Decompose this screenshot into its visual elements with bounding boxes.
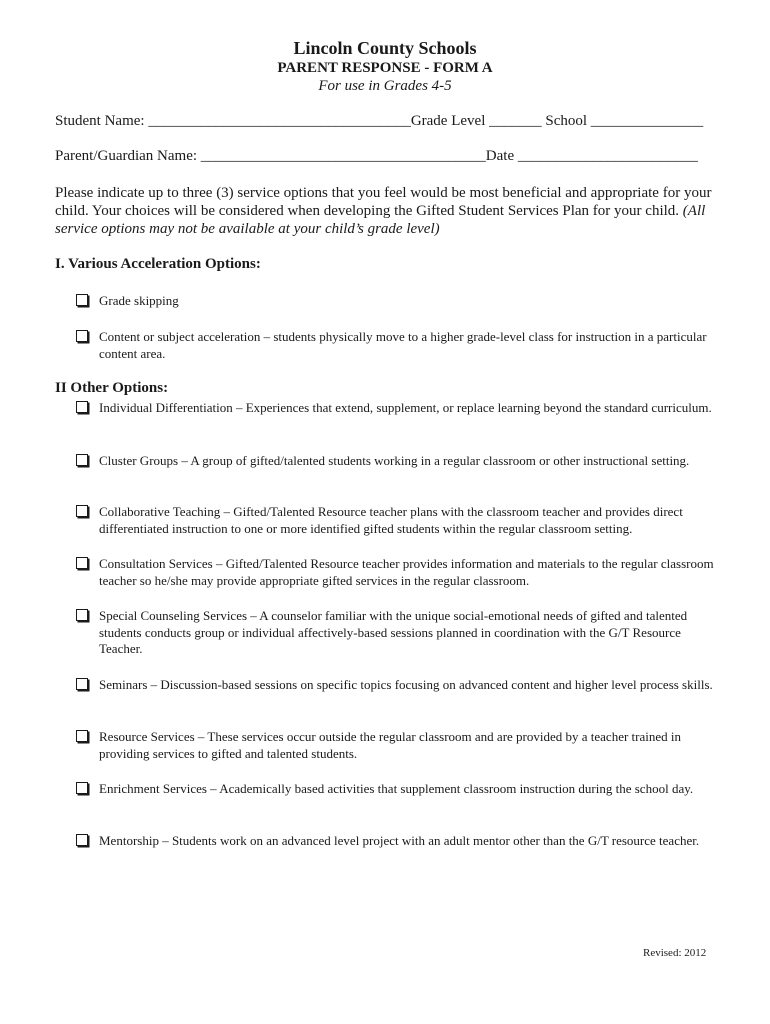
option-resource-services[interactable] (76, 729, 716, 762)
option-label: Enrichment Services – Academically based activities that supplement classroom instruction during the school day. (99, 781, 694, 796)
option-mentorship[interactable] (76, 833, 716, 850)
checkbox[interactable] (76, 401, 88, 413)
checkbox[interactable] (76, 454, 88, 466)
instructions-text: Please indicate up to three (3) service options that you feel would be most beneficial and appropriate for your child. Your choices will be considered when developing the Gifted Student Services Plan for your child. (55, 185, 712, 219)
option-label: Special Counseling Services – A counselor familiar with the unique social-emotional needs of gifted and talented students conducts group or individual affectively-based sessions planned in coordination with the G/T Resource Teacher. (99, 608, 688, 656)
option-label: Individual Differentiation – Experiences that extend, supplement, or replace learning beyond the standard curriculum. (99, 400, 712, 415)
revision-date: Revised: 2012 (643, 947, 707, 959)
checkbox[interactable] (76, 834, 88, 846)
checkbox[interactable] (76, 609, 88, 621)
option-label: Grade skipping (99, 293, 179, 308)
option-grade-skipping[interactable] (76, 293, 716, 310)
student-info-line[interactable]: Student Name: ___________________________________Grade Level _______ School _______________ (55, 113, 704, 129)
checkbox[interactable] (76, 505, 88, 517)
parent-info-line[interactable]: Parent/Guardian Name: ______________________________________Date ________________________ (55, 148, 698, 164)
checkbox[interactable] (76, 294, 88, 306)
option-individual-differentiation[interactable] (76, 400, 716, 417)
option-seminars[interactable] (76, 677, 716, 694)
grade-range-note: For use in Grades 4-5 (318, 78, 452, 94)
checkbox[interactable] (76, 557, 88, 569)
option-consultation-services[interactable] (76, 556, 716, 589)
option-special-counseling[interactable] (76, 608, 716, 658)
option-label: Resource Services – These services occur outside the regular classroom and are provided by a teacher trained in providing services to gifted and talented students. (99, 729, 682, 761)
checkbox[interactable] (76, 678, 88, 690)
option-label: Cluster Groups – A group of gifted/talented students working in a regular classroom or other instructional setting. (99, 453, 690, 468)
option-label: Seminars – Discussion-based sessions on specific topics focusing on advanced content and higher level process skills. (99, 677, 713, 692)
availability-note: (All service options may not be available at your child’s grade level) (55, 203, 706, 237)
form-subtitle: PARENT RESPONSE - FORM A (277, 60, 493, 76)
option-label: Consultation Services – Gifted/Talented Resource teacher provides information and materials to the regular classroom teacher so he/she may provide appropriate gifted services in the regular classroom. (99, 556, 714, 588)
option-content-acceleration[interactable] (76, 329, 716, 362)
option-label: Content or subject acceleration – students physically move to a higher grade-level class for instruction in a particular content area. (99, 329, 707, 361)
option-label: Mentorship – Students work on an advanced level project with an adult mentor other than the G/T resource teacher. (99, 833, 700, 848)
option-collaborative-teaching[interactable] (76, 504, 716, 537)
page-title: Lincoln County Schools (293, 38, 477, 58)
checkbox[interactable] (76, 782, 88, 794)
section-other-heading: II Other Options: (55, 380, 169, 396)
section-acceleration-heading: I. Various Acceleration Options: (55, 256, 261, 272)
checkbox[interactable] (76, 730, 88, 742)
option-cluster-groups[interactable] (76, 453, 716, 470)
checkbox[interactable] (76, 330, 88, 342)
option-enrichment-services[interactable] (76, 781, 716, 798)
instructions-paragraph (55, 184, 720, 238)
option-label: Collaborative Teaching – Gifted/Talented Resource teacher plans with the classroom teacher and provides direct differentiated instruction to one or more identified gifted students within the regular classroom setting. (99, 504, 683, 536)
